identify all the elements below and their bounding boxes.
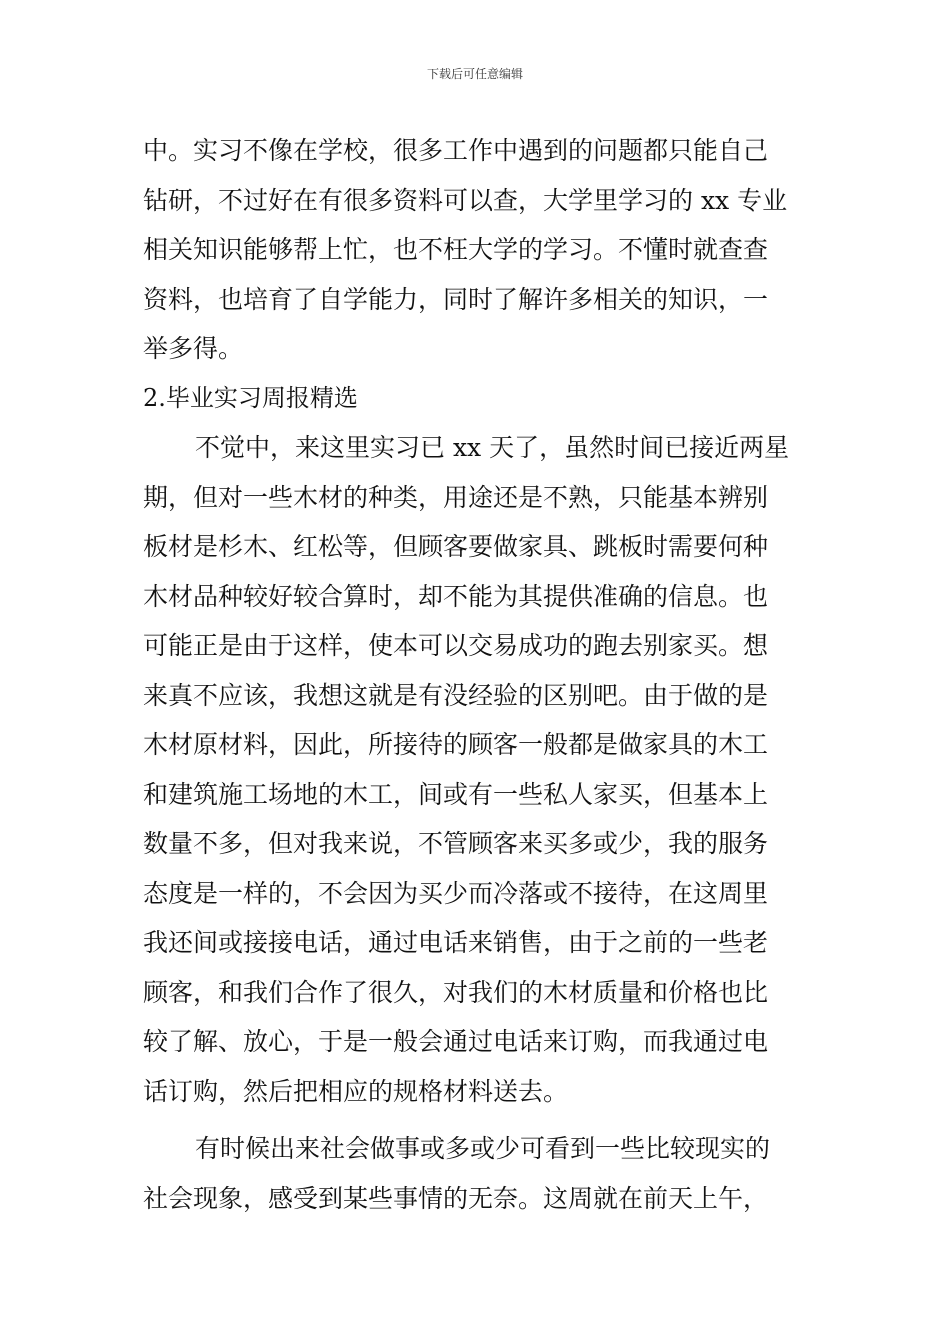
text-line: 木材品种较好较合算时，却不能为其提供准确的信息。也 — [143, 581, 769, 611]
text-line: 中。实习不像在学校，很多工作中遇到的问题都只能自己 — [143, 136, 769, 165]
text-line: 较了解、放心，于是一般会通过电话来订购，而我通过电 — [143, 1027, 769, 1056]
text-line: 和建筑施工场地的木工，间或有一些私人家买，但基本上 — [143, 779, 769, 809]
text-line: 有时候出来社会做事或多或少可看到一些比较现实的 — [195, 1134, 771, 1163]
text-line: 可能正是由于这样，使本可以交易成功的跑去别家买。想 — [143, 631, 769, 660]
text-line: 话订购，然后把相应的规格材料送去。 — [143, 1076, 569, 1106]
text-line: 相关知识能够帮上忙，也不枉大学的学习。不懂时就查查 — [143, 235, 769, 264]
text-line: 社会现象，感受到某些事情的无奈。这周就在前天上午， — [143, 1183, 769, 1213]
text-line: 来真不应该，我想这就是有没经验的区别吧。由于做的是 — [143, 680, 769, 710]
text-line: 我还间或接接电话，通过电话来销售，由于之前的一些老 — [143, 928, 769, 957]
document-body — [143, 126, 808, 1223]
page-header: 下载后可任意编辑 — [426, 67, 523, 81]
text-line: 数量不多，但对我来说，不管顾客来买多或少，我的服务 — [143, 829, 769, 858]
text-line: 顾客，和我们合作了很久，对我们的木材质量和价格也比 — [143, 977, 769, 1007]
text-line: 期，但对一些木材的种类，用途还是不熟，只能基本辨别 — [143, 482, 769, 512]
text-line: 木材原材料，因此，所接待的顾客一般都是做家具的木工 — [143, 730, 769, 759]
text-line: 举多得。 — [143, 334, 244, 363]
text-line: 钻研，不过好在有很多资料可以查，大学里学习的 xx 专业 — [143, 185, 788, 215]
text-line: 不觉中，来这里实习已 xx 天了，虽然时间已接近两星 — [195, 433, 790, 462]
text-line: 资料，也培育了自学能力，同时了解许多相关的知识，一 — [143, 284, 769, 314]
text-line: 态度是一样的，不会因为买少而冷落或不接待，在这周里 — [143, 878, 769, 908]
section-heading: 2.毕业实习周报精选 — [143, 383, 358, 412]
text-line: 板材是杉木、红松等，但顾客要做家具、跳板时需要何种 — [143, 532, 769, 561]
